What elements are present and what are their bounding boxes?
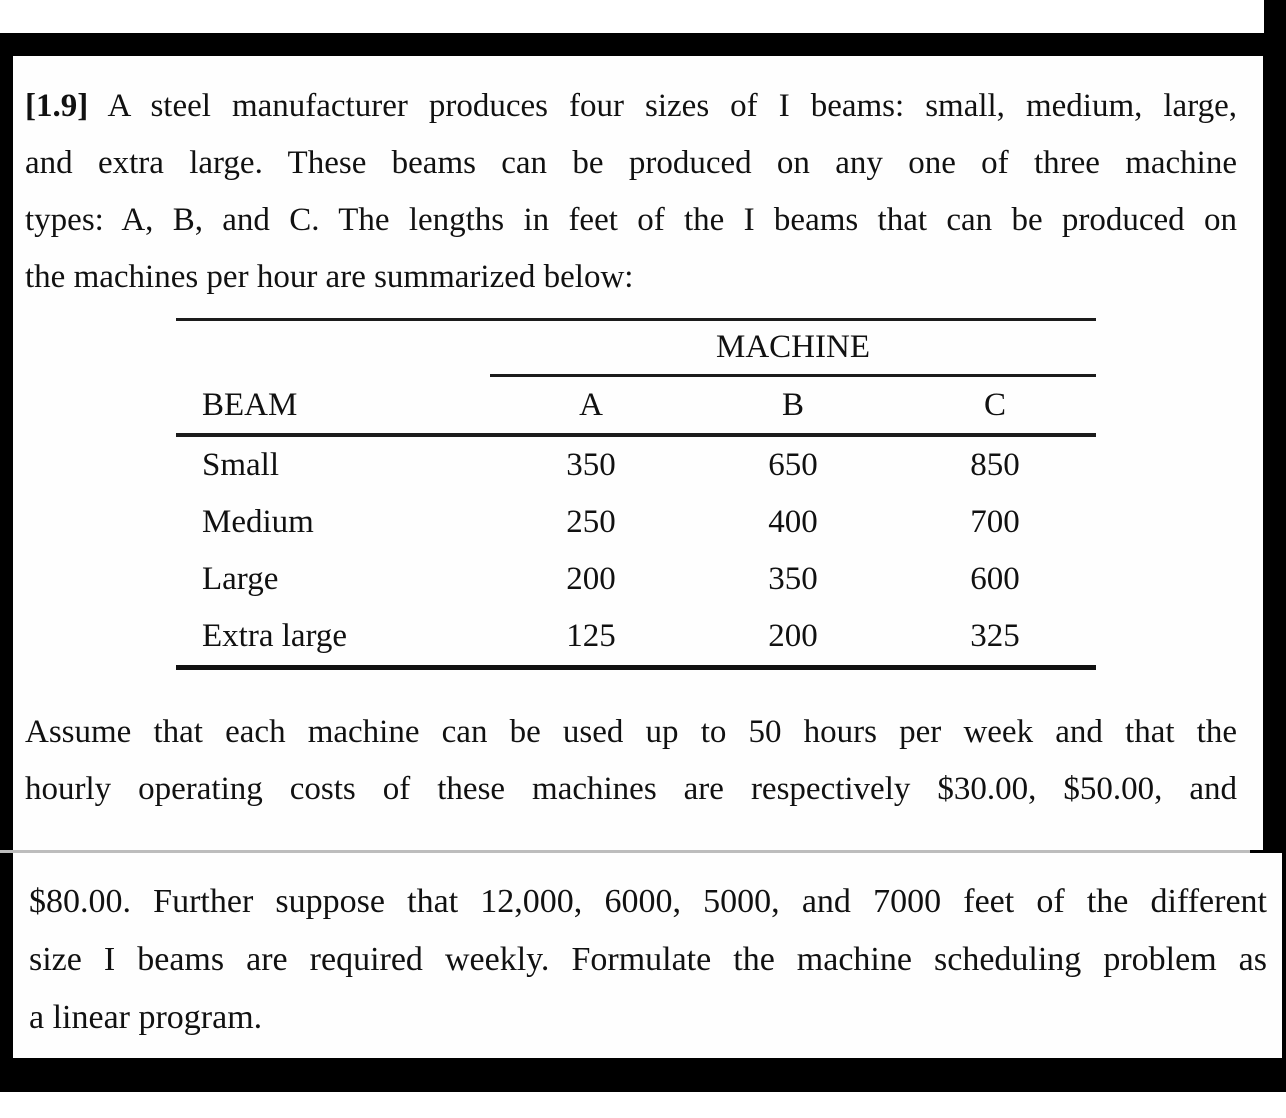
problem-statement-line-1 xyxy=(25,78,1237,135)
table-cell-beam: Extra large xyxy=(202,618,348,654)
table-cell-value: 700 xyxy=(970,504,1020,540)
table-col-header-machine-b: B xyxy=(781,387,804,423)
table-cell-value: 200 xyxy=(768,618,818,654)
table-cell-beam: Medium xyxy=(202,504,314,540)
scan-white-strip-top xyxy=(0,0,1264,33)
problem-statement xyxy=(25,78,1237,306)
table-col-header-machine-c: C xyxy=(983,387,1006,423)
table-col-header-beam: BEAM xyxy=(202,387,298,423)
problem-statement-text: A steel manufacturer produces four sizes of I beams: small, medium, large, xyxy=(107,88,1237,124)
table-cell-value: 600 xyxy=(970,561,1020,597)
table-cell-value: 250 xyxy=(566,504,616,540)
table-group-header-machine: MACHINE xyxy=(490,321,1096,377)
continuation-paragraph xyxy=(29,873,1267,1047)
table-row-extra-large xyxy=(176,608,1096,665)
table-row-large xyxy=(176,551,1096,608)
problem-statement-line-2: and extra large. These beams can be produced on any one of three machine xyxy=(25,145,1237,181)
table-col-header-machine-a: A xyxy=(579,387,603,423)
table-group-header-row xyxy=(176,321,1096,377)
problem-page-bottom xyxy=(13,853,1282,1058)
table-row-medium xyxy=(176,494,1096,551)
continuation-line-2: size I beams are required weekly. Formulate the machine scheduling problem as xyxy=(29,941,1267,978)
continuation-line-3: a linear program. xyxy=(29,999,263,1036)
table-cell-value: 200 xyxy=(566,561,616,597)
table-row-small xyxy=(176,437,1096,494)
table-cell-value: 850 xyxy=(970,447,1020,483)
table-cell-value: 350 xyxy=(768,561,818,597)
continuation-line-1: $80.00. Further suppose that 12,000, 6000, 5000, and 7000 feet of the different xyxy=(29,883,1267,920)
scan-white-strip-bottom xyxy=(0,1092,1286,1118)
assumption-line-1: Assume that each machine can be used up to 50 hours per week and that the xyxy=(25,714,1237,750)
table-cell-beam: Small xyxy=(202,447,280,483)
table-cell-value: 350 xyxy=(566,447,616,483)
problem-statement-line-4: the machines per hour are summarized below: xyxy=(25,259,634,295)
problem-statement-line-3: types: A, B, and C. The lengths in feet of the I beams that can be produced on xyxy=(25,202,1237,238)
problem-page-top xyxy=(13,56,1263,850)
table-cell-value: 125 xyxy=(566,618,616,654)
problem-number: [1.9] xyxy=(25,88,89,124)
table-body xyxy=(176,437,1096,670)
table-header-row xyxy=(176,377,1096,437)
table-cell-value: 400 xyxy=(768,504,818,540)
table-cell-value: 650 xyxy=(768,447,818,483)
assumption-paragraph xyxy=(25,704,1237,818)
table-group-header-spacer xyxy=(176,321,490,377)
table-cell-beam: Large xyxy=(202,561,279,597)
assumption-line-2: hourly operating costs of these machines are respectively $30.00, $50.00, and xyxy=(25,771,1237,807)
table-cell-value: 325 xyxy=(970,618,1020,654)
beams-table xyxy=(176,318,1096,670)
